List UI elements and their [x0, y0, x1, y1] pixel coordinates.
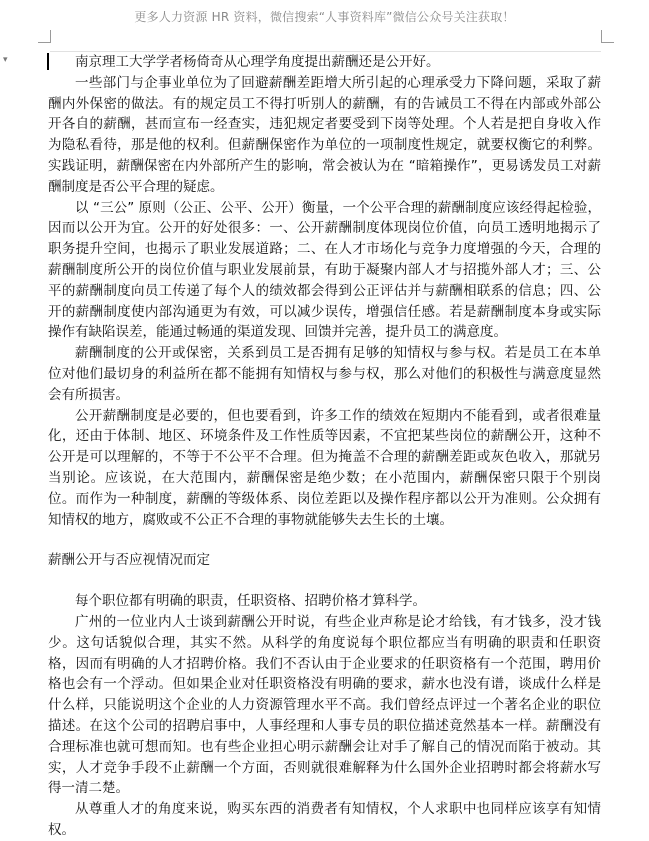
page-corner-mark-right: [601, 30, 614, 43]
margin-arrow-icon: ▾: [3, 55, 8, 65]
page-corner-mark-left: [38, 30, 51, 43]
paragraph: 一些部门与企事业单位为了回避薪酬差距增大所引起的心理承受力下降问题，采取了薪酬内外保密的做法。有的规定员工不得打听别人的薪酬，有的告诫员工不得在内部或外部公开各自的薪酬，甚而宣布一经查实，违犯规定者要受到下岗等处理。个人若是把自身收入作为隐私看待，那是他的权利。但薪酬保密作为单位的一项制度性规定，就要权衡它的利弊。实践证明，薪酬保密在内外部所产生的影响，常会被认为在 “暗箱操作”，更易诱发员工对薪酬制度是否公平合理的疑虑。: [48, 74, 601, 195]
document-body[interactable]: [48, 52, 601, 841]
paragraph: 公开薪酬制度是必要的，但也要看到，许多工作的绩效在短期内不能看到，或者很难量化，还由于体制、地区、环境条件及工作性质等因素，不宜把某些岗位的薪酬公开，这种不公开是可以理解的，不等于不公平不合理。但为掩盖不合理的薪酬差距或灰色收入，那就另当别论。应该说，在大范围内，薪酬保密是绝少数；在小范围内，薪酬保密只限于个别岗位。而作为一种制度，薪酬的等级体系、岗位差距以及操作程序都以公开为准则。公众拥有知情权的地方，腐败或不公正不合理的事物就能够失去生长的土壤。: [48, 407, 601, 528]
paragraph: 以 “三公” 原则（公正、公平、公开）衡量，一个公平合理的薪酬制度应该经得起检验，因而以公开为宜。公开的好处很多：一、公开薪酬制度体现岗位价值，向员工透明地揭示了职务提升空间，也揭示了职业发展道路；二、在人才市场化与竞争力度增强的今天，合理的薪酬制度所公开的岗位价值与职业发展前景，有助于凝聚内部人才与招揽外部人才；三、公平的薪酬制度向员工传递了每个人的绩效都会得到公正评估并与薪酬相联系的信息；四、公开的薪酬制度使内部沟通更为有效，可以减少误传，增强信任感。若是薪酬制度本身或实际操作有缺陷误差，能通过畅通的渠道发现、回馈并完善，提升员工的满意度。: [48, 199, 601, 341]
paragraph: 从尊重人才的角度来说，购买东西的消费者有知情权，个人求职中也同样应该享有知情权。: [48, 801, 601, 838]
paragraph: 每个职位都有明确的职责，任职资格、招聘价格才算科学。: [75, 593, 426, 610]
paragraph: 广州的一位业内人士谈到薪酬公开时说，有些企业声称是论才给钱，有才钱多，没才钱少。这句话貌似合理，其实不然。从科学的角度说每个职位都应当有明确的职责和任职资格，因而有明确的人才招聘价格。我们不否认由于企业要求的任职资格有一个范围，聘用价格也会有一个浮动。但如果企业对任职资格没有明确的要求，薪水也没有谱，谈成什么样是什么样，只能说明这个企业的人力资源管理水平不高。我们曾经点评过一个著名企业的职位描述。在这个公司的招聘启事中，人事经理和人事专员的职位描述竟然基本一样。薪酬没有合理标准也就可想而知。也有些企业担心明示薪酬会让对手了解自己的情况而陷于被动。其实，人才竞争手段不止薪酬一个方面，否则就很难解释为什么国外企业招聘时都会将薪水写得一清二楚。: [48, 613, 601, 797]
page-header-banner: 更多人力资源 HR 资料，微信搜索“人事资料库”微信公众号关注获取！: [134, 10, 515, 24]
paragraph: 薪酬制度的公开或保密，关系到员工是否拥有足够的知情权与参与权。若是员工在本单位对他们最切身的利益所在都不能拥有知情权与参与权，那么对他们的积极性与满意度显然会有所损害。: [48, 345, 601, 403]
paragraph-intro: 南京理工大学学者杨倚奇从心理学角度提出薪酬还是公开好。: [75, 54, 440, 70]
section-heading: 薪酬公开与否应视情况而定: [48, 552, 210, 569]
